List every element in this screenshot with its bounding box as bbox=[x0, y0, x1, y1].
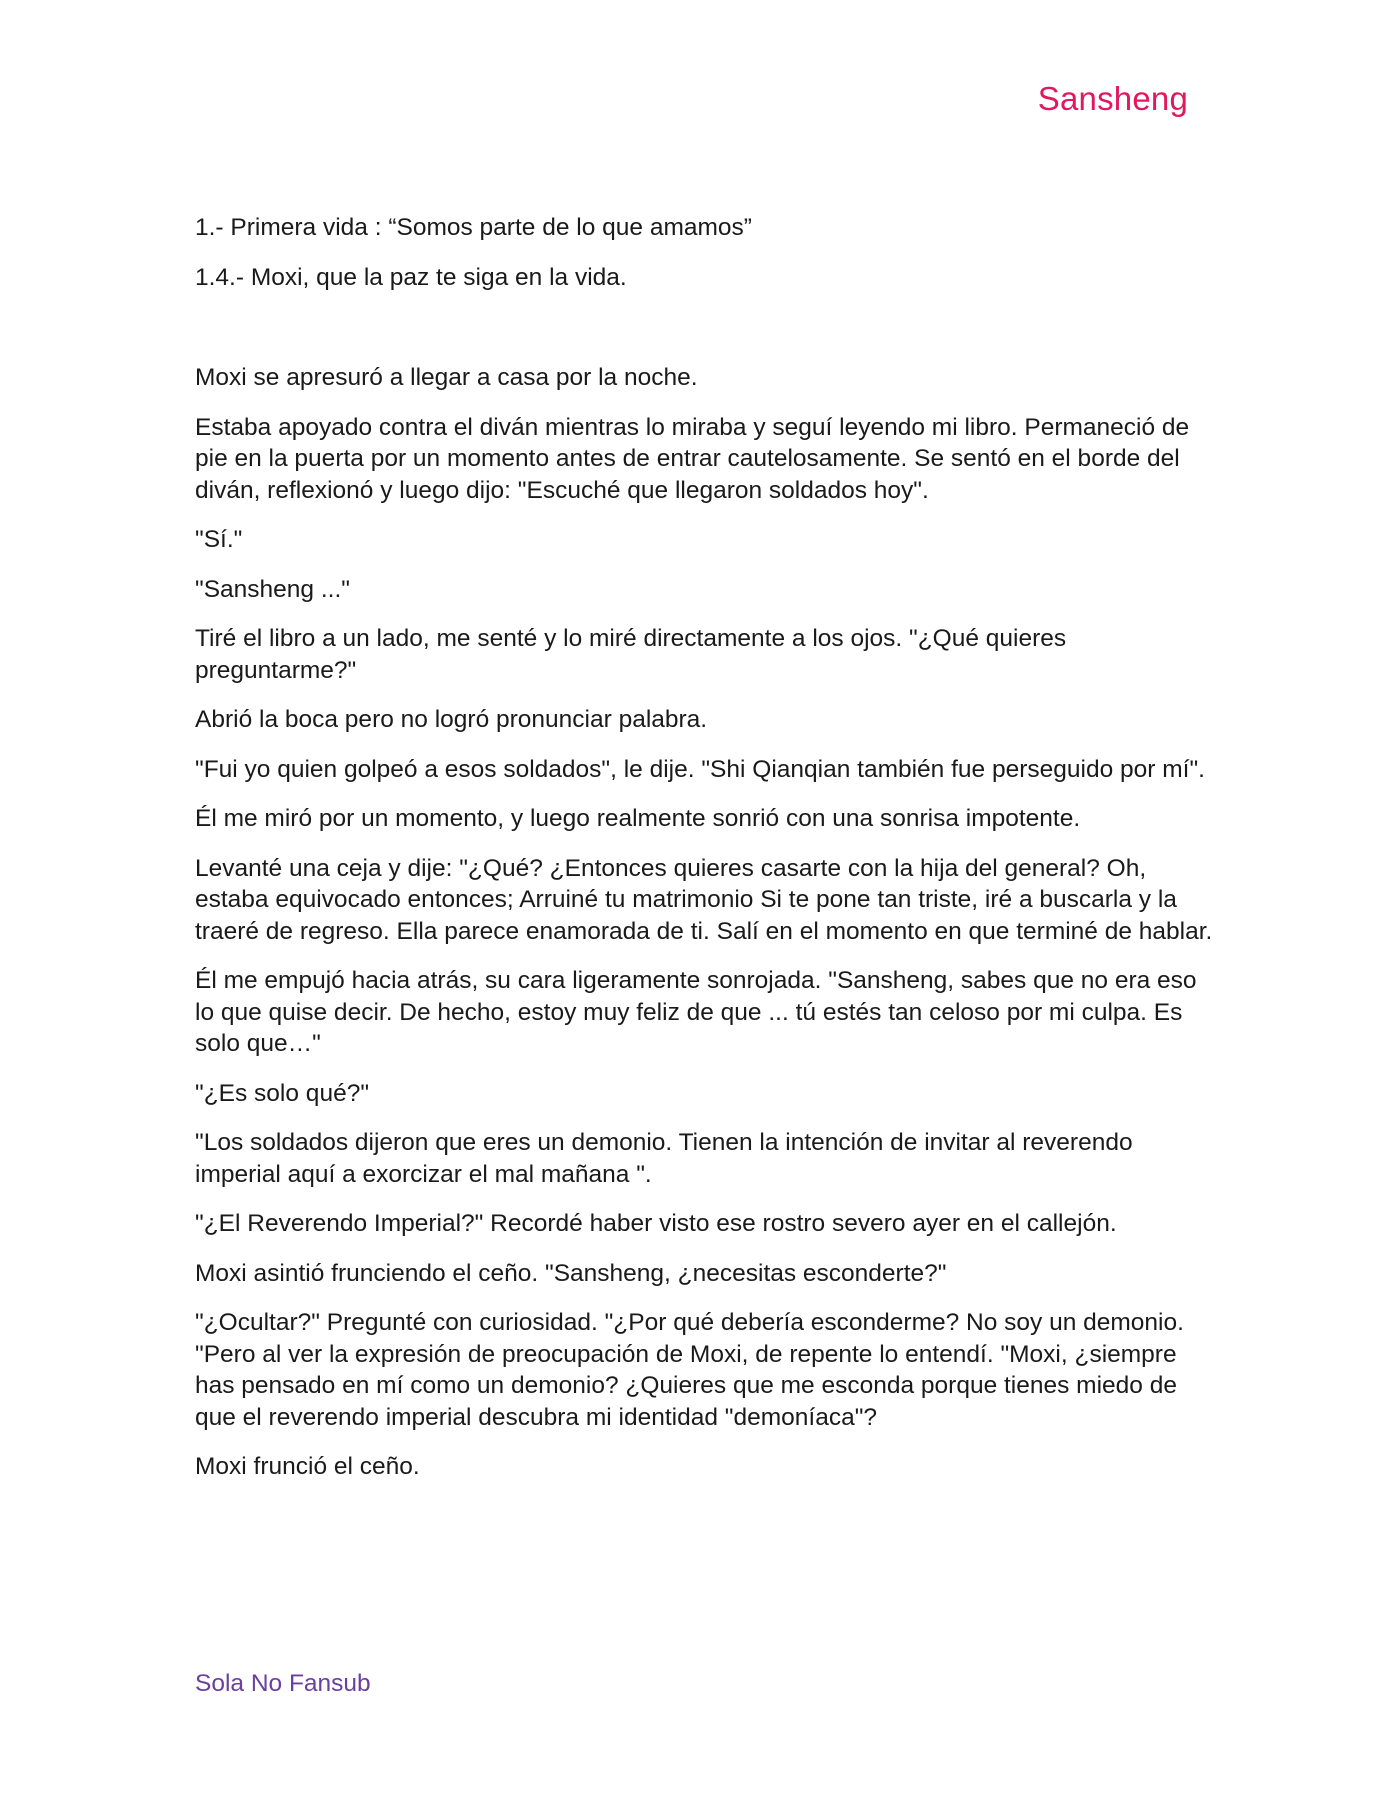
part-title: 1.- Primera vida : “Somos parte de lo que amamos” bbox=[195, 214, 752, 241]
section-title: 1.4.- Moxi, que la paz te siga en la vida. bbox=[195, 264, 627, 291]
paragraph: Él me miró por un momento, y luego realmente sonrió con una sonrisa impotente. bbox=[195, 805, 1081, 832]
paragraph: Moxi se apresuró a llegar a casa por la noche. bbox=[195, 364, 698, 391]
chapter-heading bbox=[195, 212, 1215, 312]
page-header-title: Sansheng bbox=[1037, 80, 1188, 117]
paragraph: Abrió la boca pero no logró pronunciar palabra. bbox=[195, 706, 708, 733]
paragraph: Estaba apoyado contra el diván mientras lo miraba y seguí leyendo mi libro. Permaneció de pie en la puerta por un momento antes de entrar cautelosamente. Se sentó en el borde del diván, reflexionó y luego dijo: "Escuché que llegaron soldados hoy". bbox=[195, 413, 1190, 504]
paragraph: "¿Es solo qué?" bbox=[195, 1079, 370, 1107]
page-footer: Sola No Fansub bbox=[195, 1670, 371, 1697]
paragraph: "Fui yo quien golpeó a esos soldados", le dije. "Shi Qianqian también fue perseguido por mí". bbox=[195, 755, 1205, 783]
paragraph: Moxi asintió frunciendo el ceño. "Sansheng, ¿necesitas esconderte?" bbox=[195, 1259, 947, 1287]
paragraph: "¿Ocultar?" Pregunté con curiosidad. "¿Por qué debería esconderme? No soy un demonio. "Pero al ver la expresión de preocupación de Moxi, de repente lo entendí. "Moxi, ¿siempre has pensado en mí como un demonio? ¿Quieres que me esconda porque tienes miedo de que el reverendo imperial descubra mi identidad "demoníaca"? bbox=[195, 1309, 1184, 1431]
paragraph: Levanté una ceja y dije: "¿Qué? ¿Entonces quieres casarte con la hija del general? Oh, estaba equivocado entonces; Arruiné tu matrimonio Si te pone tan triste, iré a buscarla y la traeré de regreso. Ella parece enamorada de ti. Salí en el momento en que terminé de hablar. bbox=[195, 854, 1213, 945]
paragraph: Moxi frunció el ceño. bbox=[195, 1453, 420, 1480]
paragraph: "¿El Reverendo Imperial?" Recordé haber visto ese rostro severo ayer en el callejón. bbox=[195, 1210, 1117, 1237]
paragraph: "Sí." bbox=[195, 526, 243, 553]
paragraph: "Los soldados dijeron que eres un demonio. Tienen la intención de invitar al reverendo imperial aquí a exorcizar el mal mañana ". bbox=[195, 1129, 1133, 1188]
story-body bbox=[195, 362, 1215, 1501]
paragraph: Él me empujó hacia atrás, su cara ligeramente sonrojada. "Sansheng, sabes que no era eso lo que quise decir. De hecho, estoy muy feliz de que ... tú estés tan celoso por mi culpa. Es solo que…" bbox=[195, 967, 1197, 1057]
paragraph: "Sansheng ..." bbox=[195, 575, 350, 603]
paragraph: Tiré el libro a un lado, me senté y lo miré directamente a los ojos. "¿Qué quieres preguntarme?" bbox=[195, 625, 1067, 684]
